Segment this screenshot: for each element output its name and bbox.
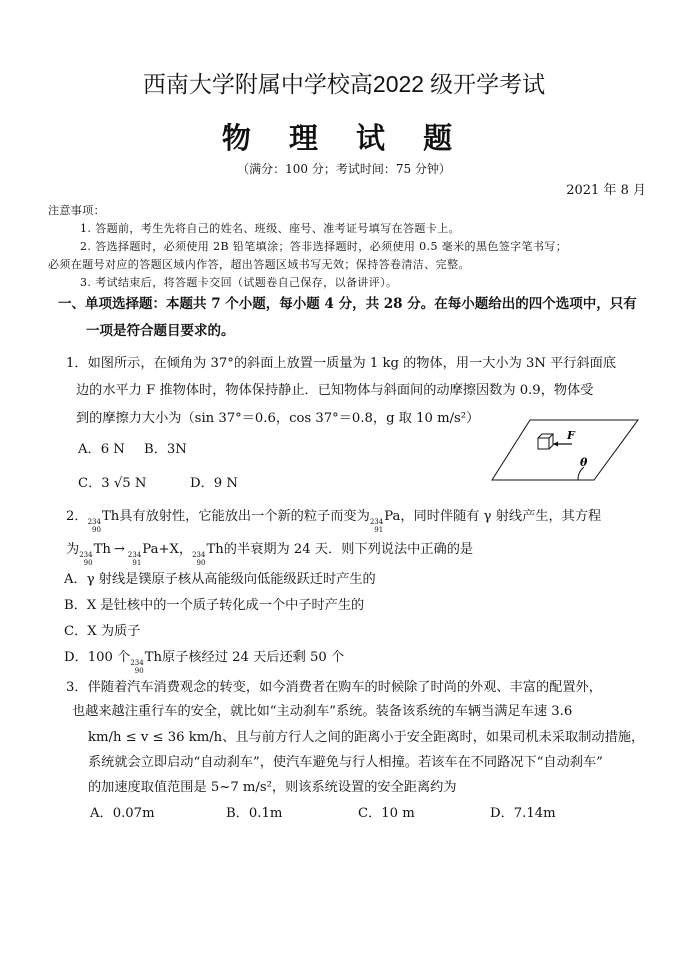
th-nuclide: 234 90 Th — [87, 509, 120, 534]
eq-th: 234 90 Th — [79, 542, 111, 567]
incline-figure — [490, 418, 640, 484]
q1-option-b: B．3N — [144, 442, 187, 457]
school-name: 西南大学附属中学校高 — [142, 72, 373, 98]
q3-option-a: A．0.07m — [90, 806, 155, 821]
eq-pa: 234 91 Pa — [127, 542, 159, 567]
pa-nuclide: 234 91 Pa — [369, 509, 401, 534]
q2-option-b: B．X 是钍核中的一个质子转化成一个中子时产生的 — [64, 598, 365, 613]
q1-option-a: A．6 N — [78, 442, 125, 457]
section-heading: 一、单项选择题：本题共 7 个小题，每小题 4 分，共 28 分。在每小题给出的四个选项中，只有 — [58, 296, 637, 312]
exam-date: 2021 年 8 月 — [566, 183, 646, 198]
q3-line2: 也越来越注重行车的安全，就比如“主动刹车”系统。装备该系统的车辆当满足车速 3.6 — [72, 704, 573, 719]
q1-option-d: D．9 N — [190, 476, 238, 491]
q2-option-d: D．100 个 234 90 Th原子核经过 24 天后还剩 50 个 — [64, 650, 345, 675]
eq-th-2: 234 90 Th — [192, 542, 224, 567]
q2-option-c: C．X 为质子 — [64, 624, 141, 639]
q3-line3: km/h ≤ v ≤ 36 km/h、且与前方行人之间的距离小于安全距离时，如果司机未采取制动措施， — [88, 730, 645, 745]
q2-option-a: A．γ 射线是镤原子核从高能级向低能级跃迁时产生的 — [64, 572, 376, 587]
exam-title — [0, 66, 688, 99]
q1-line2: 边的水平力 F 推物体时，物体保持静止．已知物体与斜面间的动摩擦因数为 0.9，物体受 — [76, 383, 594, 398]
notes-heading: 注意事项： — [48, 204, 105, 217]
exam-year: 2022 — [372, 71, 425, 97]
q3-option-d: D．7.14m — [490, 806, 556, 821]
exam-name: 级开学考试 — [430, 72, 546, 98]
force-label: F — [567, 429, 575, 442]
note-item-1: 1. 答题前，考生先将自己的姓名、班级、座号、准考证号填写在答题卡上。 — [80, 222, 460, 235]
q2-line2: 为 234 90 Th → 234 91 Pa+X， 234 90 Th的半衰期为 24 天．则下列说法中正确的是 — [66, 542, 474, 567]
note-item-3: 3. 考试结束后，将答题卡交回（试题卷自己保存，以备讲评）。 — [80, 276, 398, 289]
q1-line1: 1．如图所示，在倾角为 37°的斜面上放置一质量为 1 kg 的物体，用一大小为 3N 平行斜面底 — [66, 356, 617, 371]
angle-label: θ — [580, 456, 588, 469]
q3-line4: 系统就会立即启动“自动刹车”，使汽车避免与行人相撞。若该车在不同路况下“自动刹车” — [88, 755, 603, 770]
q1-option-c: C．3 √5 N — [78, 476, 147, 491]
note-item-2-cont: 必须在题号对应的答题区域内作答，超出答题区域书写无效；保持答卷清洁、完整。 — [48, 258, 470, 271]
exam-meta: （满分：100 分；考试时间：75 分钟） — [237, 162, 451, 176]
incline-plane — [492, 420, 638, 480]
q1-line3: 到的摩擦力大小为（sin 37°＝0.6，cos 37°＝0.8，g 取 10 m/s²） — [76, 411, 480, 426]
q3-option-c: C．10 m — [358, 806, 415, 821]
q3-option-b: B．0.1m — [226, 806, 283, 821]
q3-line1: 3．伴随着汽车消费观念的转变，如今消费者在购车的时候除了时尚的外观、丰富的配置外， — [66, 680, 602, 695]
q2-line1: 2． 234 90 Th具有放射性，它能放出一个新的粒子而变为 234 91 Pa，同时伴随有 γ 射线产生，其方程 — [66, 509, 602, 534]
block — [538, 438, 549, 449]
subject-title: 物 理 试 题 — [221, 121, 467, 155]
section-heading-cont: 一项是符合题目要求的。 — [86, 323, 235, 339]
q3-line5: 的加速度取值范围是 5~7 m/s²，则该系统设置的安全距离约为 — [88, 780, 457, 795]
opt-d-th: 234 90 Th — [130, 650, 162, 675]
note-item-2: 2. 答选择题时，必须使用 2B 铅笔填涂；答非选择题时，必须使用 0.5 毫米的黑色签字笔书写； — [80, 240, 568, 253]
